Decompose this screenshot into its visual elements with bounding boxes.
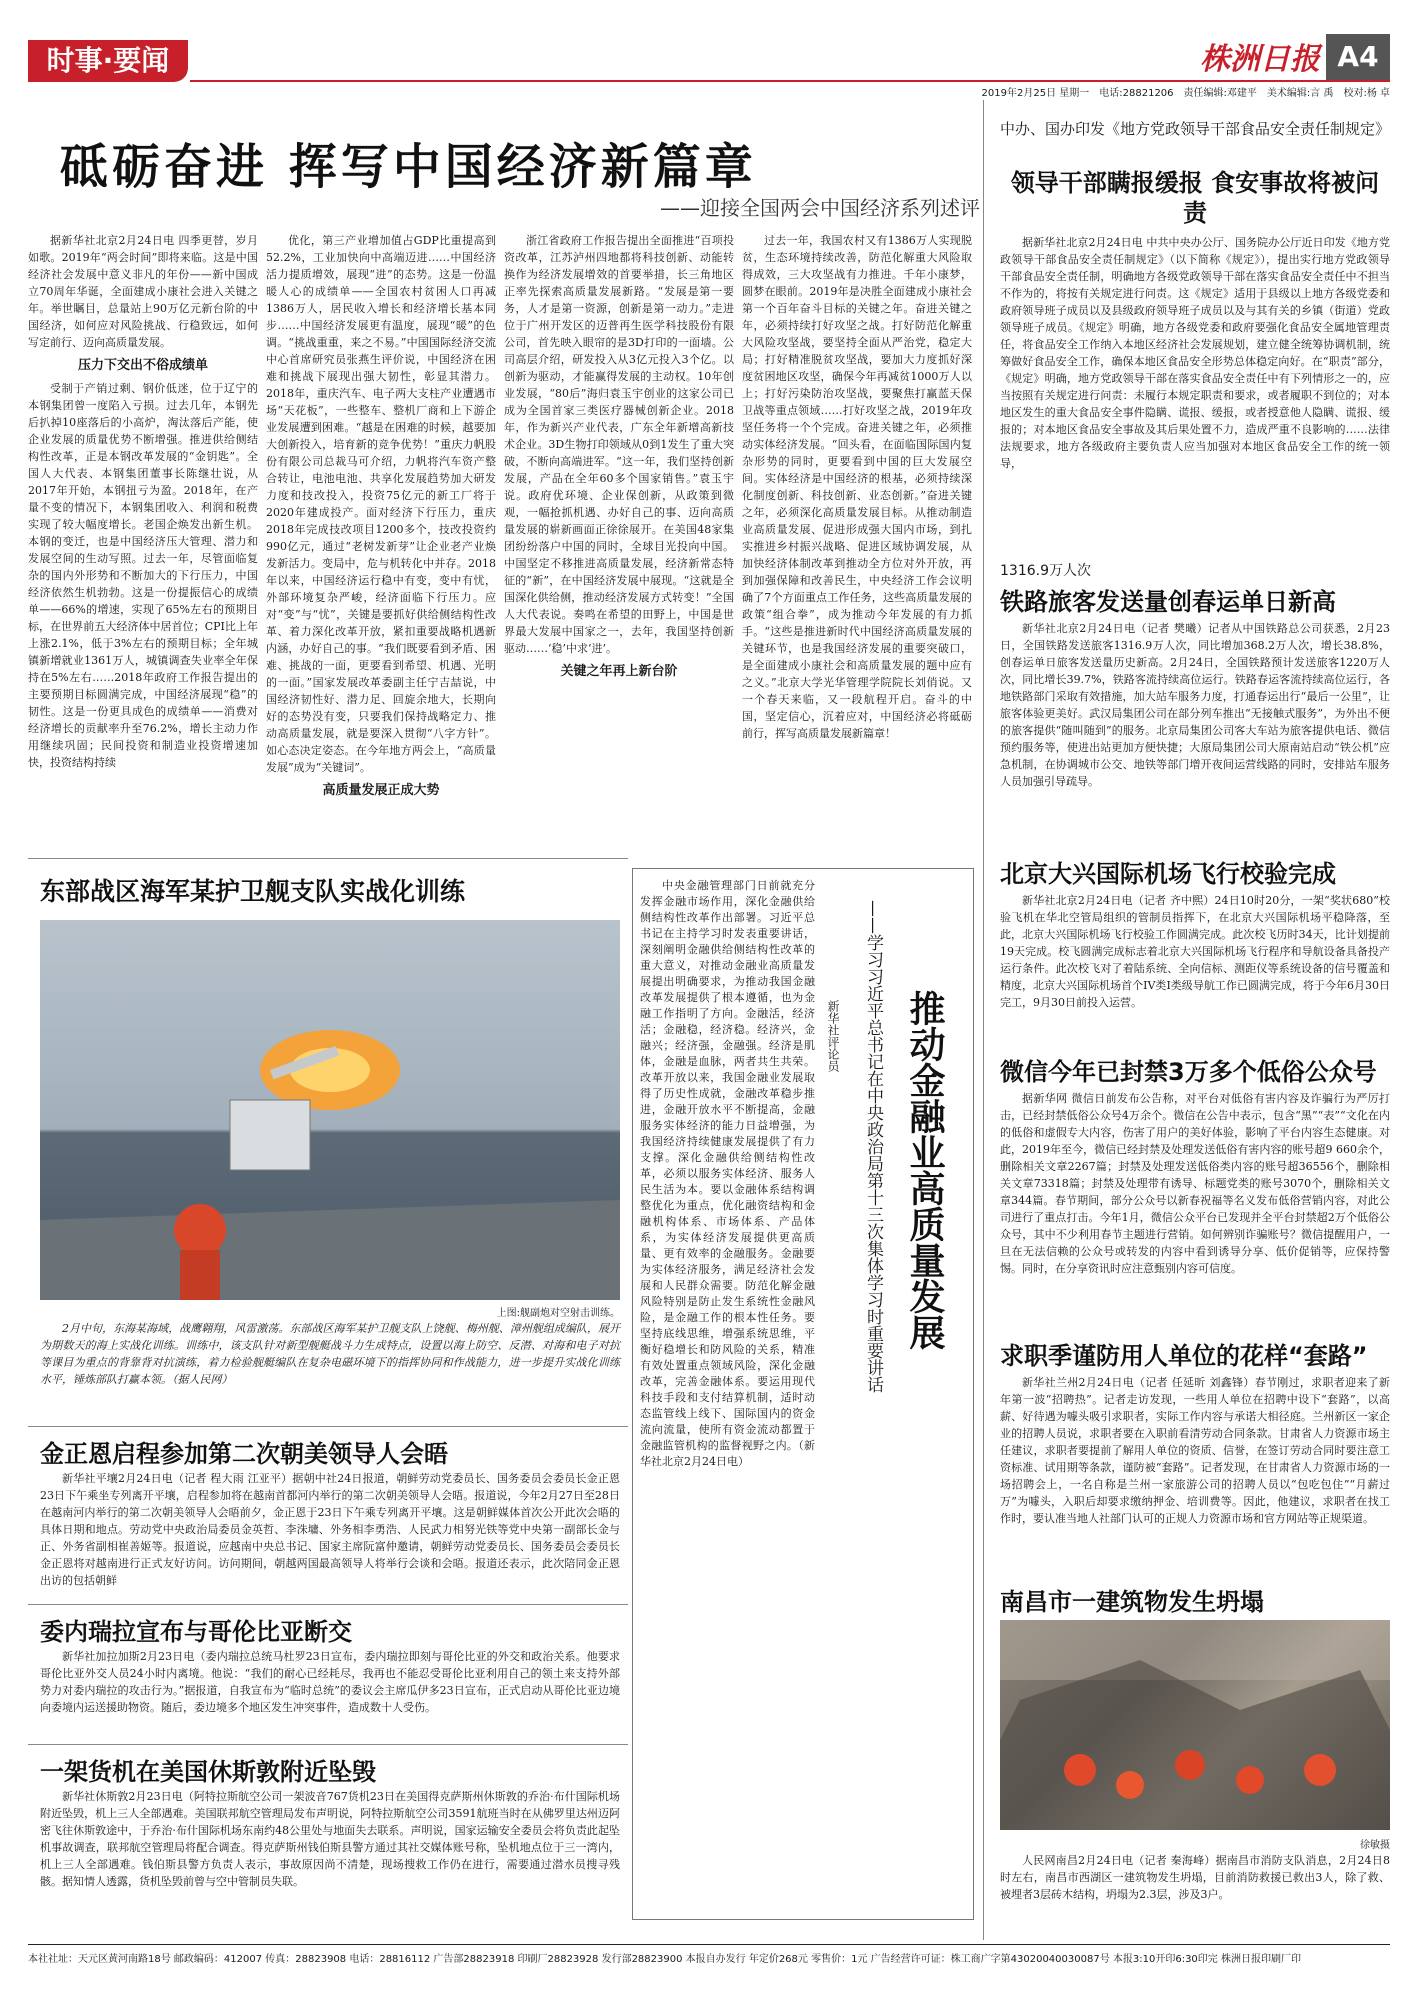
side4-title: 微信今年已封禁3万多个低俗公众号 xyxy=(1000,1058,1377,1086)
korea-title: 金正恩启程参加第二次朝美领导人会晤 xyxy=(40,1440,448,1468)
page-number: A4 xyxy=(1326,34,1390,80)
side1-kicker: 中办、国办印发《地方党政领导干部食品安全责任制规定》 xyxy=(1000,120,1391,138)
crash-title: 一架货机在美国休斯敦附近坠毁 xyxy=(40,1758,376,1786)
collapse-photo xyxy=(1000,1620,1390,1830)
navy-photo-graphic xyxy=(40,920,620,1300)
lead-title: 砥砺奋进 挥写中国经济新篇章 xyxy=(60,139,757,195)
lower-rule-2 xyxy=(28,1604,628,1605)
lead-para-3: 优化，第三产业增加值占GDP比重提高到52.2%，工业加快向中高端迈进……中国经济活力提质增效，展现“进”的态势。这是一份温暖人心的成绩单——全国农村贫困人口再减1386万人，居民收入增长和经济增长基本同步……中国经济发展更有温度，展现“暖”的色调。“挑战重重，来之不易。”中国国际经济交流中心首席研究员张燕生评价说，中国经济在困难和挑战下展现出强大韧性，彰显其潜力。2018年，重庆汽车、电子两大支柱产业遭遇市场“天花板”，一些整车、整机厂商和上下游企业发展遭到困难。“越是在困难的时候，越要加大创新投入，培育新的竞争优势！”重庆力帆股份有限公司总裁马可介绍，力帆将汽车资产整合转让，电池电池、共享化发展趋势加大研发力度和技改投入，投资75亿元的新工厂将于2020年建成投产。面对经济下行压力，重庆2018年完成技改项目1200多个，技改投资约990亿元，通过“老树发新芽”让企业老产业焕发新活力。变局中，危与机转化中并存。2018年以来，中国经济运行稳中有变，变中有忧，外部环境复杂严峻，经济面临下行压力。应对“变”与“忧”，关键是要抓好供给侧结构性改革、着力深化改革开放，紧扣重要战略机遇新内涵，办好自己的事。“我们既要看到矛盾、困难、挑战的一面，更要看到希望、机遇、光明的一面。”国家发展改革委副主任宁吉喆说，中国经济韧性好、潜力足、回旋余地大，长期向好的态势没有变，只要我们保持战略定力、推动高质量发展，就是要深入贯彻“八字方针”。如心态决定姿态。在今年地方两会上，“高质量发展”成为“关键词”。 xyxy=(266,234,496,774)
collapse-photo-graphic xyxy=(1000,1620,1390,1830)
footer-info: 本社社址：天元区黄河南路18号 邮政编码：412007 传真：28823908 电话：28816112 广告部28823918 印刷厂28823928 发行部28823900 本报自办发行 年定价268元 零售价：1元 广告经营许可证：株工商广字第43020040030087号 本报3:10开印6:30印完 株洲日报印刷厂印 xyxy=(28,1954,1301,1965)
side1-body: 据新华社北京2月24日电 中共中央办公厅、国务院办公厅近日印发《地方党政领导干部食品安全责任制规定》（以下简称《规定》），提出实行地方党政领导干部食品安全责任制，明确地方各级党政领导干部在落实食品安全责任中不担当不作为的，将按有关规定进行问责。这《规定》适用于县级以上地方各级党委和政府领导班子成员以及县级政府领导班子成员以及与其有关的乡镇（街道）党政领导班子成员。《规定》明确，地方各级党委和政府要强化食品安全属地管理责任，将食品安全工作纳入本地区经济社会发展规划，建立健全统筹协调机制，统筹做好食品安全工作，确保本地区食品安全形势总体稳定向好。在“职责”部分，《规定》明确，地方党政领导干部在落实食品安全责任中有下列情形之一的，应当按照有关规定进行问责：未履行本规定职责和要求，或者履职不到位的；对本地区发生的重大食品安全事件隐瞒、谎报、缓报，或者授意他人隐瞒、谎报、缓报的；对本地区食品安全事故及其后果处置不力，造成严重不良影响的……法律法规要求，地方各级政府主要负责人应当加强对本地区食品安全工作的统一领导， xyxy=(1000,236,1390,470)
side2-title: 铁路旅客发送量创春运单日新高 xyxy=(1000,588,1336,616)
lead-para-1: 据新华社北京2月24日电 四季更替，岁月如歌。2019年“两会时间”即将来临。这是中国经济社会发展中意义非凡的年份——新中国成立70周年华诞，全面建成小康社会进入关键之年。举世瞩目，总量站上90万亿元新台阶的中国经济，如何应对风险挑战、行稳致远，如何写定前行、迈向高质量发展。 xyxy=(28,234,258,349)
lead-para-4: 浙江省政府工作报告提出全面推进“百项投资改革，江苏泸州四地都将科技创新、动能转换作为经济发展增效的首要举措，长三角地区正率先探索高质量发展新路。“发展是第一要务，人才是第一资源，创新是第一动力。”走进位于广州开发区的迈普再生医学科技股份有限公司，首先映入眼帘的是3D打印的一面墙。公司高层介绍，研发投入从3亿元投入3个亿。以创新为驱动，才能赢得发展的主动权。10年创业发展，“80后”海归袁玉宇创业的这家公司已成为全国首家三类医疗器械创新企业。2018年，作为新兴产业代表，广东全年新增高新技术企业。3D生物打印领域从0到1发生了重大突破，不断向高端进军。“这一年，我们坚持创新发展，产品在全年60多个国家销售。”袁玉宇说。政府优环境、企业保创新，从政策到微观，一幅抢抓机遇、办好自己的事、迈向高质量发展的崭新画面正徐徐展开。在美国48家集团纷纷落户中国的同时，全球目光投向中国。中国坚定不移推进高质量发展，经济新常态特征的“新”，在中国经济发展中展现。“这就是全国深化供给侧，推动经济发展方式转变！”全国人大代表说。奏鸣在希望的田野上，中国是世界最大发展中国家之一，去年，我国坚持创新驱动……‘稳’中求‘进’。 xyxy=(504,234,734,655)
mid-rule xyxy=(28,858,628,859)
korea-body: 新华社平壤2月24日电（记者 程大雨 江亚平）据朝中社24日报道，朝鲜劳动党委员长、国务委员会委员长金正恩23日下午乘坐专列离开平壤，启程参加将在越南首都河内举行的第二次朝美领导人会晤。报道说，今年2月27日至28日在越南河内举行的第二次朝美领导人会晤前夕，金正恩于23日下午乘专列离开平壤。这是朝鲜媒体首次公开此次会晤的具体日期和地点。劳动党中央政治局委员金英哲、李洙墉、外务相李勇浩、人民武力相努光铁等党中央第一副部长金与正、外务省副相崔善姬等。报道说，应越南中央总书记、国家主席阮富仲邀请，朝鲜劳动党委员长、国务委员会委员长金正恩将对越南进行正式友好访问。访问期间，朝越两国最高领导人将举行会谈和会晤。报道还表示，此次陪同金正恩出访的包括朝鲜 xyxy=(40,1472,620,1587)
lower-rule-1 xyxy=(28,1426,628,1427)
side6-title: 南昌市一建筑物发生坍塌 xyxy=(1000,1588,1264,1616)
side6-caption: 人民网南昌2月24日电（记者 秦海峰）据南昌市消防支队消息，2月24日8时左右，南昌市西湖区一建筑物发生坍塌，目前消防救援已救出3人，除了救、被埋者3层砖木结构，坍塌为2.3层，涉及3户。 xyxy=(1000,1854,1390,1901)
navy-photo-caption: 上图:舰副炮对空射击训练。 xyxy=(496,1308,620,1319)
vertical-divider xyxy=(983,100,984,1940)
lead-col-4 xyxy=(742,232,972,752)
venez-title: 委内瑞拉宣布与哥伦比亚断交 xyxy=(40,1618,352,1646)
lead-col-1 xyxy=(28,232,258,769)
side1-title: 领导干部瞒报缓报 食安事故将被问责 xyxy=(1010,169,1380,227)
lead-col-3 xyxy=(504,232,734,752)
fin-body: 中央金融管理部门日前就充分发挥金融市场作用，深化金融供给侧结构性改革作出部署。习近平总书记在主持学习时发表重要讲话，深刻阐明金融供给侧结构性改革的重大意义，对推动金融业高质量发展提出明确要求，为推动我国金融改革发展提供了根本遵循，也为金融工作指明了方向。金融活，经济活；金融稳，经济稳。经济兴，金融兴；经济强，金融强。经济是肌体，金融是血脉，两者共生共荣。改革开放以来，我国金融业发展取得了历史性成就，金融改革稳步推进，金融开放水平不断提高，金融服务实体经济的能力日益增强，为我国经济持续健康发展提供了有力支撑。深化金融供给侧结构性改革，必须以服务实体经济、服务人民生活为本。要以金融体系结构调整优化为重点，优化融资结构和金融机构体系、市场体系、产品体系，为实体经济发展提供更高质量、更有效率的金融服务。金融要为实体经济服务，满足经济社会发展和人民群众需要。防范化解金融风险特别是防止发生系统性金融风险，是金融工作的根本性任务。要坚持底线思维，增强系统思维，平衡好稳增长和防风险的关系，精准有效处置重点领域风险，深化金融改革，完善金融体系。要运用现代科技手段和支付结算机制，适时动态监管线上线下、国际国内的资金流向流量，使所有资金流动都置于金融监管机构的监督视野之内。（新华社北京2月24日电） xyxy=(640,879,815,1468)
fin-byline: 新华社评论员 xyxy=(826,1000,840,1072)
masthead-logo: 株洲日报 xyxy=(1200,42,1320,77)
lead-sub-2: 高质量发展正成大势 xyxy=(322,783,440,798)
lead-sub-1: 压力下交出不俗成绩单 xyxy=(77,358,208,373)
header-rule xyxy=(190,80,1390,82)
collapse-photo-credit: 徐敏摄 xyxy=(1360,1840,1390,1851)
footer-rule xyxy=(28,1944,1390,1945)
lead-para-2: 受制于产销过剩、钢价低迷，位于辽宁的本钢集团曾一度陷入亏损。过去几年，本钢先后扒掉10座落后的小高炉，淘汰落后产能，使企业发展的质量优势不断增强。推进供给侧结构性改革，正是本钢改革发展的“金钥匙”。全国人大代表、本钢集团董事长陈继壮说，从2017年开始，本钢扭亏为盈。2018年，在产量不变的情况下，本钢集团收入、利润和税费实现了较大幅度增长。老国企焕发出新生机。本钢的变迁，也是中国经济压大管理、潜力和发展空间的生动写照。过去一年，尽管面临复杂的国内外形势和不断加大的下行压力，中国经济依然生机勃勃。这是一份提振信心的成绩单——66%的增速，实现了65%左右的预期目标，在世界前五大经济体中居首位；CPI比上年上涨2.1%，低于3%左右的预期目标；全年城镇新增就业1361万人，城镇调查失业率全年保持在5%左右……2018年政府工作报告提出的主要预期目标圆满完成，中国经济展现“稳”的韧性。这是一份更具成色的成绩单——消费对经济增长的贡献率升至76.2%，增长主动力作用继续巩固；民间投资和制造业投资增速加快，投资结构持续 xyxy=(28,382,258,769)
fin-deck: ——学习习近平总书记在中央政治局第十三次集体学习时重要讲话 xyxy=(863,900,883,1393)
header-meta: 2019年2月25日 星期一 电话:28821206 责任编辑:邓建平 美术编辑:言 禹 校对:杨 卓 xyxy=(981,88,1390,99)
navy-body: 2月中旬，东海某海域，战鹰翱翔，风雷激荡。东部战区海军某护卫舰支队上饶舰、梅州舰、漳州舰组成编队，展开为期数天的海上实战化训练。训练中，该支队针对新型舰艇战斗力生成特点，设置以海上防空、反潜、对海和电子对抗等课目为重点的背靠背对抗演练，着力检验舰艇编队在复杂电磁环境下的指挥协同和作战能力，进一步提升实战化训练水平，锤炼部队打赢本领。（据人民网） xyxy=(40,1322,620,1386)
side4-body: 据新华网 微信日前发布公告称，对平台对低俗有害内容及诈骗行为严厉打击，已经封禁低俗公众号4万余个。微信在公告中表示，包含“黑”“表”“文化在内的低俗和虚假专大内容，伤害了用户的美好体验，影响了平台内容生态健康。对此，2019年至今，微信已经封禁及处理发送低俗有害内容的账号超9 660余个，删除相关文章2267篇；封禁及处理发送低俗类内容的账号超36556个，删除相关文章73318篇；封禁及处理带有诱导、标题党类的账号3070个，删除相关文章344篇。春节期间，部分公众号以新春祝福等名义发布低俗营销内容，对此公司进行了重点打击。今年1月，微信公众平台已发现并全平台封禁超2万个低俗公众号，其中不少利用春节主题进行营销。如何辨别诈骗账号？微信提醒用户，一旦在无法信赖的公众号或转发的内容中看到诱导分享、低价促销等，应保持警惕。同时，在分享资讯时应注意甄别内容可信度。 xyxy=(1000,1092,1390,1275)
fin-title: 推动金融业高质量发展 xyxy=(904,990,945,1350)
section-tag: 时事·要闻 xyxy=(28,40,188,82)
side5-body: 新华社兰州2月24日电（记者 任延昕 刘鑫锋）春节刚过，求职者迎来了新年第一波“招聘热”。记者走访发现，一些用人单位在招聘中设下“套路”，以高薪、好待遇为噱头吸引求职者，实际工作内容与承诺大相径庭。兰州新区一家企业的招聘人员说，求职者要在入职前看清劳动合同条款。甘肃省人力资源市场主任建议，求职者要提前了解用人单位的资质、信誉，在签订劳动合同时要注意工资标准、试用期等条款，谨防被“套路”。记者发现，在甘肃省人力资源市场的一场招聘会上，一名自称是兰州一家旅游公司的招聘人员以“包吃包住”“月薪过万”为噱头，入职后却要求缴纳押金、培训费等。因此，他建议，求职者在找工作时，要认准当地人社部门认可的正规人力资源市场和官方网站等正规渠道。 xyxy=(1000,1376,1390,1525)
side3-title: 北京大兴国际机场飞行校验完成 xyxy=(1000,860,1336,888)
side2-body: 新华社北京2月24日电（记者 樊曦）记者从中国铁路总公司获悉，2月23日，全国铁路发送旅客1316.9万人次，同比增加368.2万人次，增长38.8%，创春运单日旅客发送量历史新高。2月24日，全国铁路预计发送旅客1220万人次，同比增长39.7%，铁路客流持续高位运行。铁路春运客流持续高位运行，各地铁路部门采取有效措施，加大站车服务力度，打通春运出行“最后一公里”，让旅客体验更美好。武汉局集团公司在部分列车推出“无接触式服务”，为外出不便的旅客提供“随叫随到”的服务。北京局集团公司客大车站为旅客提供电话、微信预约服务等，使进出站更加方便快捷；大原局集团公司大原南站启动“铁公机”应急机制，在协调城市公交、地铁等部门增开夜间运营线路的同时，安排站车服务人员加强引导疏导。 xyxy=(1000,622,1390,788)
venez-body: 新华社加拉加斯2月23日电（委内瑞拉总统马杜罗23日宣布，委内瑞拉即刻与哥伦比亚的外交和政治关系。他要求哥伦比亚外交人员24小时内离境。他说：“我们的耐心已经耗尽，我再也不能忍受哥伦比亚利用自己的领土来支持外部势力对委内瑞拉的攻击行为。”据报道，自我宣布为“临时总统”的委议会主席瓜伊多23日宣布，正式启动从哥伦比亚边境向委境内运送援助物资。随后，委边境多个地区发生冲突事件，造成数十人受伤。 xyxy=(40,1650,620,1714)
side5-title: 求职季谨防用人单位的花样“套路” xyxy=(1000,1342,1368,1370)
navy-photo xyxy=(40,920,620,1300)
side3-body: 新华社北京2月24日电（记者 齐中熙）24日10时20分，一架“奖状680”校验飞机在华北空管局组织的管制员指挥下，在北京大兴国际机场平稳降落，至此，北京大兴国际机场飞行校验工作圆满完成。此次校飞历时34天，比计划提前19天完成。校飞圆满完成标志着北京大兴国际机场飞行程序和导航设备具备投产运行条件。此次校飞对了着陆系统、全向信标、测距仪等系统设备的信号覆盖和精度，北京大兴国际机场首个IV类I类级导航工作已圆满完成，将于今年6月30日完工，9月30日前投入运营。 xyxy=(1000,894,1390,1009)
lead-para-5: 过去一年，我国农村又有1386万人实现脱贫，生态环境持续改善，防范化解重大风险取得成效，三大攻坚战有力推进。千年小康梦，圆梦在眼前。2019年是决胜全面建成小康社会第一个百年奋斗目标的关键之年。奋进关键之年，必须持续打好攻坚之战。打好防范化解重大风险攻坚战，要坚持全面从严治党，稳定大局；打好精准脱贫攻坚战，要加大力度抓好深度贫困地区攻坚，确保今年再减贫1000万人以上；打好污染防治攻坚战，要聚焦打赢蓝天保卫战等重点领域……打好攻坚之战，2019年攻坚任务将一个个完成。奋进关键之年，必须推动实体经济发展。“回头看，在面临国际国内复杂形势的同时，更要看到中国的巨大发展空间。实体经济是中国经济的根基，必须持续深化制度创新、科技创新、业态创新。”奋进关键之年，必须深化高质量发展目标。从推动制造业高质量发展、促进形成强大国内市场，到扎实推进乡村振兴战略、促进区域协调发展，从加快经济体制改革到推动全方位对外开放，再到加强保障和改善民生，中央经济工作会议明确了7个方面重点工作任务，这些高质量发展的政策“组合拳”，成为推动今年发展的有力抓手。“这些是推进新时代中国经济高质量发展的关键环节，也是我国经济发展的重要突破口，是全面建成小康社会和高质量发展的题中应有之义。”北京大学光华管理学院院长刘俏说。又一个春天来临，又一段航程开启。奋斗的中国，坚定信心，沉着应对，中国经济必将砥砺前行，挥写高质量发展新篇章！ xyxy=(742,234,972,740)
side2-kicker: 1316.9万人次 xyxy=(1000,563,1091,579)
crash-body: 新华社休斯敦2月23日电（阿特拉斯航空公司一架波音767货机23日在美国得克萨斯州休斯敦的乔治·布什国际机场附近坠毁，机上三人全部遇难。美国联邦航空管理局发布声明说，阿特拉斯航空公司3591航班当时在从佛罗里达州迈阿密飞往休斯敦途中，于乔治·布什国际机场东南约48公里处与地面失去联系。声明说，国家运输安全委员会将负责此起坠机事故调查，联邦航空管理局将配合调查。得克萨斯州钱伯斯县警方通过其社交媒体账号称，坠机地点位于三一湾内，机上三人全部遇难。钱伯斯县警方负责人表示，事故原因尚不清楚，现场搜救工作仍在进行，需要通过潜水员搜寻残骸。据知情人透露，货机坠毁前曾与空中管制员失联。 xyxy=(40,1790,620,1888)
lead-sub-3: 关键之年再上新台阶 xyxy=(560,664,678,679)
lead-col-2 xyxy=(266,232,496,798)
lower-rule-3 xyxy=(28,1744,628,1745)
navy-title: 东部战区海军某护卫舰支队实战化训练 xyxy=(40,877,466,906)
lead-subtitle: ——迎接全国两会中国经济系列述评 xyxy=(660,196,980,220)
